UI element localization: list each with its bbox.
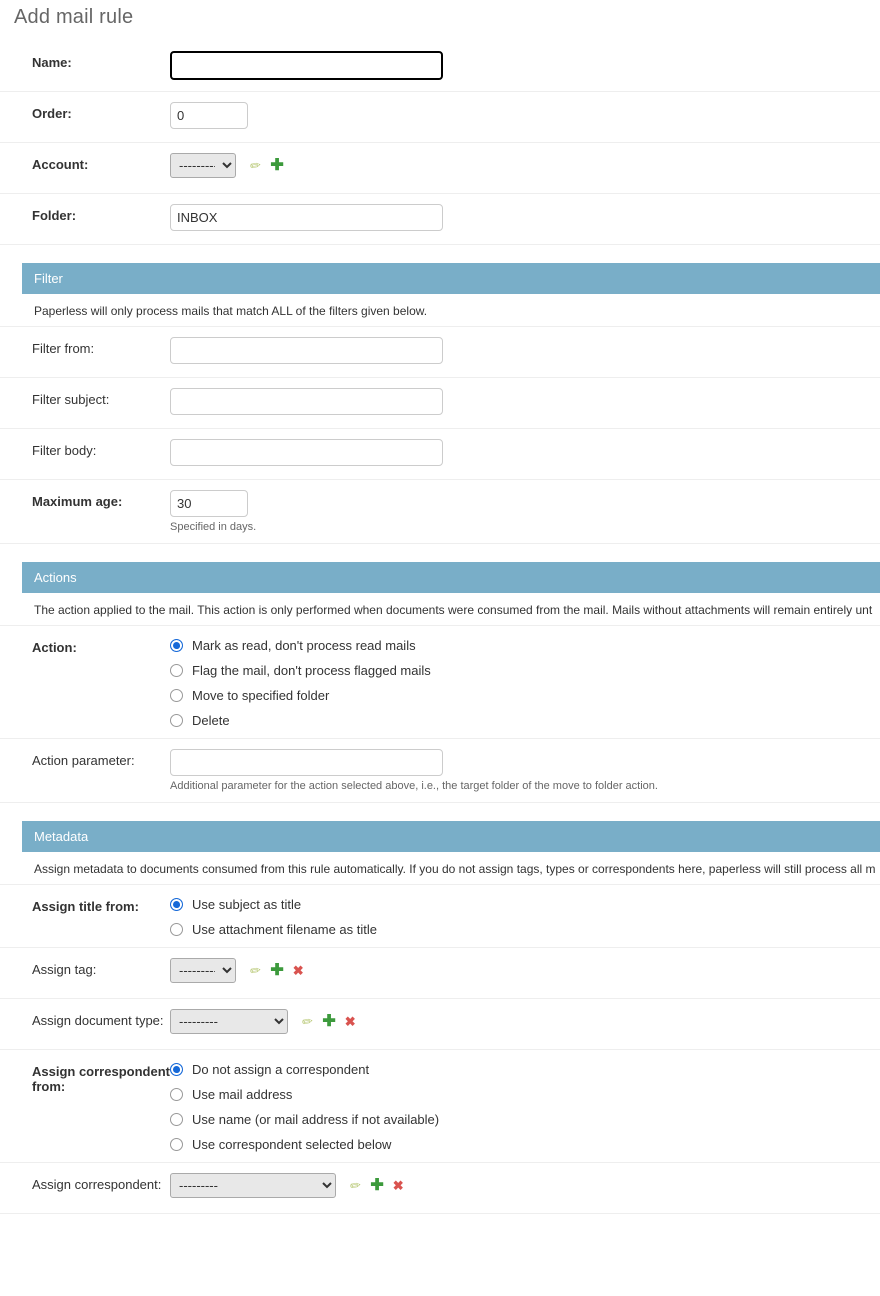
filter-body-label: Filter body: bbox=[32, 443, 97, 458]
account-select[interactable] bbox=[170, 153, 236, 178]
form-row-assign-document-type bbox=[0, 999, 880, 1050]
assign-title-radio-subject[interactable] bbox=[170, 897, 880, 912]
form-row-order bbox=[0, 92, 880, 143]
action-label: Action: bbox=[32, 640, 77, 655]
order-label: Order: bbox=[32, 106, 72, 121]
filter-body-input[interactable] bbox=[170, 439, 443, 466]
pencil-icon[interactable]: ✏ bbox=[349, 1177, 363, 1195]
correspondent-option-label: Do not assign a correspondent bbox=[192, 1062, 370, 1077]
assign-title-radio-filename[interactable] bbox=[170, 922, 880, 937]
filter-section bbox=[0, 263, 880, 544]
assign-document-type-select[interactable] bbox=[170, 1009, 288, 1034]
action-parameter-input[interactable] bbox=[170, 749, 443, 776]
action-option-label: Mark as read, don't process read mails bbox=[192, 638, 416, 653]
page-title: Add mail rule bbox=[14, 6, 134, 28]
form-row-filter-subject bbox=[0, 378, 880, 429]
form-row-assign-title-from bbox=[0, 885, 880, 948]
radio-icon[interactable] bbox=[170, 923, 183, 936]
action-parameter-help: Additional parameter for the action selected above, i.e., the target folder of the move to folder action. bbox=[170, 780, 658, 792]
form-row-name bbox=[0, 41, 880, 92]
filter-from-input[interactable] bbox=[170, 337, 443, 364]
radio-icon[interactable] bbox=[170, 689, 183, 702]
assign-correspondent-from-label: Assign correspondent from: bbox=[32, 1064, 170, 1094]
name-label: Name: bbox=[32, 55, 72, 70]
filter-section-description: Paperless will only process mails that match ALL of the filters given below. bbox=[0, 294, 880, 327]
assign-tag-icon-group bbox=[250, 963, 303, 979]
radio-icon[interactable] bbox=[170, 1113, 183, 1126]
action-radio-flag-mail[interactable] bbox=[170, 663, 880, 678]
filter-subject-input[interactable] bbox=[170, 388, 443, 415]
filter-section-heading: Filter bbox=[22, 263, 880, 294]
correspondent-radio-none[interactable] bbox=[170, 1062, 880, 1077]
action-option-label: Delete bbox=[192, 713, 230, 728]
form-row-maximum-age bbox=[0, 480, 880, 544]
form-row-folder bbox=[0, 194, 880, 245]
order-input[interactable] bbox=[170, 102, 248, 129]
form-row-filter-from bbox=[0, 327, 880, 378]
assign-tag-label: Assign tag: bbox=[32, 962, 97, 977]
correspondent-option-label: Use correspondent selected below bbox=[192, 1137, 392, 1152]
radio-icon[interactable] bbox=[170, 898, 183, 911]
action-radio-delete[interactable] bbox=[170, 713, 880, 728]
plus-icon[interactable]: ✚ bbox=[322, 1012, 336, 1030]
maximum-age-input[interactable] bbox=[170, 490, 248, 517]
form-row-assign-tag bbox=[0, 948, 880, 999]
account-icon-group bbox=[250, 158, 283, 174]
account-label: Account: bbox=[32, 157, 89, 172]
cross-icon[interactable]: ✖ bbox=[292, 963, 304, 979]
radio-icon[interactable] bbox=[170, 639, 183, 652]
metadata-section-heading: Metadata bbox=[22, 821, 880, 852]
action-radio-move-to-folder[interactable] bbox=[170, 688, 880, 703]
assign-title-option-label: Use subject as title bbox=[192, 897, 302, 912]
assign-title-radio-group bbox=[170, 895, 880, 937]
action-radio-group bbox=[170, 636, 880, 728]
correspondent-radio-mail-address[interactable] bbox=[170, 1087, 880, 1102]
actions-section-heading: Actions bbox=[22, 562, 880, 593]
action-option-label: Flag the mail, don't process flagged mails bbox=[192, 663, 431, 678]
form-row-filter-body bbox=[0, 429, 880, 480]
radio-icon[interactable] bbox=[170, 1063, 183, 1076]
assign-correspondent-select[interactable] bbox=[170, 1173, 336, 1198]
assign-title-option-label: Use attachment filename as title bbox=[192, 922, 377, 937]
correspondent-option-label: Use mail address bbox=[192, 1087, 293, 1102]
metadata-section-description: Assign metadata to documents consumed from this rule automatically. If you do not assign tags, types or correspondents here, paperless will still process all m bbox=[0, 852, 880, 885]
action-option-label: Move to specified folder bbox=[192, 688, 330, 703]
correspondent-option-label: Use name (or mail address if not available) bbox=[192, 1112, 440, 1127]
folder-input[interactable] bbox=[170, 204, 443, 231]
cross-icon[interactable]: ✖ bbox=[344, 1014, 356, 1030]
radio-icon[interactable] bbox=[170, 1088, 183, 1101]
assign-title-from-label: Assign title from: bbox=[32, 899, 139, 914]
plus-icon[interactable]: ✚ bbox=[270, 961, 284, 979]
metadata-section bbox=[0, 821, 880, 1214]
action-parameter-label: Action parameter: bbox=[32, 753, 135, 768]
filter-subject-label: Filter subject: bbox=[32, 392, 110, 407]
maximum-age-help: Specified in days. bbox=[170, 521, 257, 533]
plus-icon[interactable]: ✚ bbox=[370, 1176, 384, 1194]
actions-section bbox=[0, 562, 880, 803]
correspondent-radio-selected-below[interactable] bbox=[170, 1137, 880, 1152]
maximum-age-label: Maximum age: bbox=[32, 494, 123, 509]
assign-document-type-label: Assign document type: bbox=[32, 1013, 164, 1028]
pencil-icon[interactable]: ✏ bbox=[249, 962, 263, 980]
action-radio-mark-as-read[interactable] bbox=[170, 638, 880, 653]
pencil-icon[interactable]: ✏ bbox=[249, 157, 263, 175]
cross-icon[interactable]: ✖ bbox=[392, 1178, 404, 1194]
form-row-action-parameter bbox=[0, 739, 880, 803]
form-row-assign-correspondent bbox=[0, 1163, 880, 1214]
filter-from-label: Filter from: bbox=[32, 341, 95, 356]
folder-label: Folder: bbox=[32, 208, 77, 223]
correspondent-radio-name[interactable] bbox=[170, 1112, 880, 1127]
assign-correspondent-label: Assign correspondent: bbox=[32, 1177, 162, 1192]
radio-icon[interactable] bbox=[170, 1138, 183, 1151]
form-row-assign-correspondent-from bbox=[0, 1050, 880, 1163]
assign-correspondent-icon-group bbox=[350, 1178, 403, 1194]
plus-icon[interactable]: ✚ bbox=[270, 156, 284, 174]
radio-icon[interactable] bbox=[170, 714, 183, 727]
assign-document-type-icon-group bbox=[302, 1014, 355, 1030]
pencil-icon[interactable]: ✏ bbox=[301, 1013, 315, 1031]
radio-icon[interactable] bbox=[170, 664, 183, 677]
name-input[interactable] bbox=[170, 51, 443, 80]
form-row-account bbox=[0, 143, 880, 194]
actions-section-description: The action applied to the mail. This action is only performed when documents were consumed from the mail. Mails without attachments will remain entirely unt bbox=[0, 593, 880, 626]
assign-correspondent-from-radio-group bbox=[170, 1060, 880, 1152]
form-row-action bbox=[0, 626, 880, 739]
assign-tag-select[interactable] bbox=[170, 958, 236, 983]
